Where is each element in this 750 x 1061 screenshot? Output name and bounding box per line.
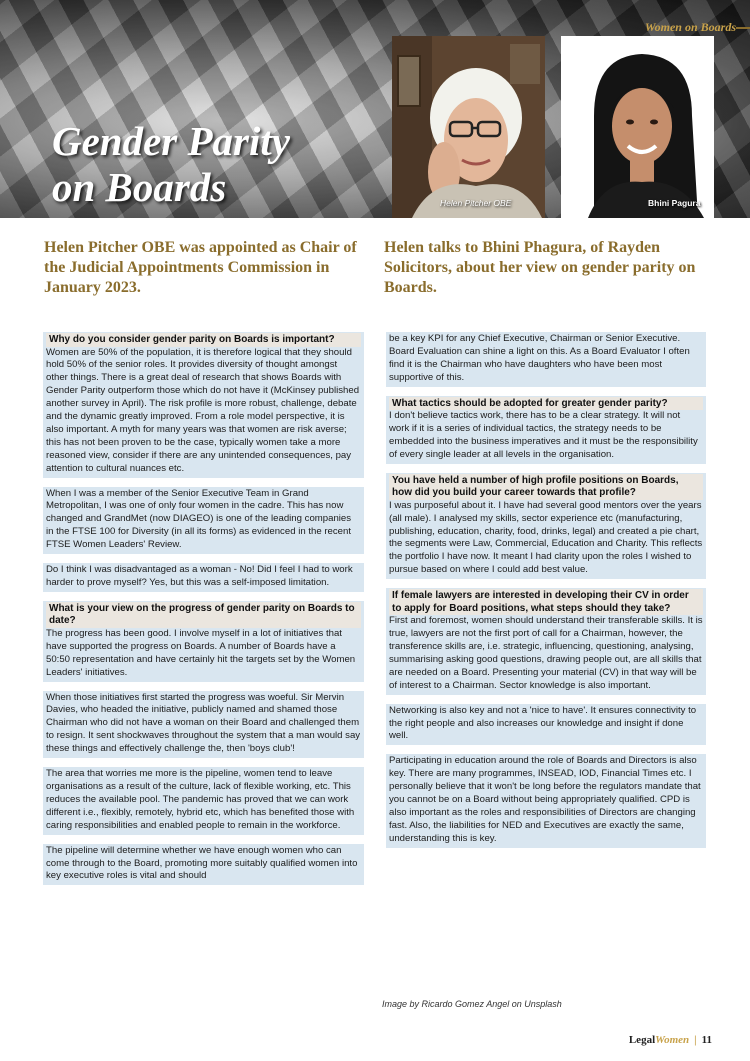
answer-block xyxy=(43,487,364,555)
header-banner xyxy=(0,0,750,218)
title-line-1: Gender Parity xyxy=(52,118,290,164)
answer-paragraph: Participating in education around the role of Boards and Directors is also key. There are many programmes, INSEAD, IOD, Financial Times etc. I personally believe that it won't be long before the regulators mandate that you cannot be on a Board without being appropriately qualified. CPD is also important as the roles and responsibilities of Directors are changing fast. Also, the liabilities for NED and Executives are exactly the same, understanding this is key. xyxy=(389,755,701,844)
question-heading: You have held a number of high profile positions on Boards, how did you build your career towards that profile? xyxy=(389,474,703,500)
intro-right: Helen talks to Bhini Phagura, of Rayden Solicitors, about her view on gender parity on Boards. xyxy=(384,239,696,296)
question-heading: What tactics should be adopted for greater gender parity? xyxy=(389,397,703,411)
image-credit: Image by Ricardo Gomez Angel on Unsplash xyxy=(382,999,562,1009)
section-tag: Women on Boards xyxy=(644,20,736,34)
bhini-portrait-image xyxy=(564,36,714,218)
answer-block xyxy=(43,844,364,886)
section-tag-rule xyxy=(736,27,750,29)
answer-paragraph: First and foremost, women should understand their transferable skills. It is true, lawyers are not the first port of call for a Chairman, however, the transference skills are, i.e. strategic, influencing, questioning, analysing, summarising asking good questions, drawing people out, are all skills that are needed on a Board. Presenting your material (CV) in that way will be of interest to a Chairman. Sector knowledge is also important. xyxy=(389,615,703,691)
article-title xyxy=(52,118,290,210)
brand-legal: Legal xyxy=(628,1034,656,1046)
answer-block xyxy=(386,704,706,746)
answer-block xyxy=(43,563,364,592)
question-heading: What is your view on the progress of gender parity on Boards to date? xyxy=(46,602,361,628)
photo-helen-pitcher xyxy=(392,36,545,218)
answer-block xyxy=(43,691,364,759)
answer-paragraph: be a key KPI for any Chief Executive, Chairman or Senior Executive. Board Evaluation can shine a light on this. As a Board Evaluator I often find it is the Chairman who have daughters who have been most supportive of this. xyxy=(389,333,690,383)
page-footer xyxy=(629,1034,712,1046)
question-heading: Why do you consider gender parity on Boards is important? xyxy=(46,333,361,347)
helen-portrait-image xyxy=(392,36,545,218)
brand-women: Women xyxy=(655,1034,690,1046)
bhini-photo-caption: Bhini Pagura xyxy=(648,198,701,208)
answer-paragraph: Networking is also key and not a 'nice to have'. It ensures connectivity to the right people and also increases our knowledge and insight if done well. xyxy=(389,704,697,742)
right-column xyxy=(386,332,706,857)
answer-paragraph: I don't believe tactics work, there has to be a clear strategy. It will not work if it is a series of individual tactics, the strategy needs to be embedded into the business imperatives and it must be the responsibility of every single leader at all levels in the organisation. xyxy=(389,410,698,460)
answer-block-continued xyxy=(386,332,706,387)
qa-block-cv xyxy=(386,588,706,694)
answer-paragraph: Do I think I was disadvantaged as a woman - No! Did I feel I had to work harder to prove myself? Yes, but this was a self-imposed limitation. xyxy=(46,564,353,588)
question-heading: If female lawyers are interested in developing their CV in order to apply for Board positions, what steps should they take? xyxy=(389,589,703,615)
page-number: 11 xyxy=(701,1034,712,1046)
left-column xyxy=(43,332,364,894)
answer-paragraph: When I was a member of the Senior Executive Team in Grand Metropolitan, I was one of only four women in the cadre. This has now changed and GrandMet (now DIAGEO) is one of the leading companies in the FTSE 100 for Diversity (in all its forms) as evidenced in the recent FTSE Women Leaders' Review. xyxy=(46,487,352,551)
answer-paragraph: I was purposeful about it. I have had several good mentors over the years (all male). I analysed my skills, sector experience etc (manufacturing, publishing, education, charity, food, drinks, legal) and created a pie chart, the segments were Law, Commercial, Education and Charity. This reflects the portfolio I have now. It meant I had clarity upon the roles I wished to pursue based on where I could add best value. xyxy=(389,499,703,576)
answer-block xyxy=(386,754,706,847)
footer-separator: | xyxy=(694,1034,697,1046)
answer-paragraph: The area that worries me more is the pipeline, women tend to leave organisations as a result of the culture, lack of flexible working, etc. This reduces the available pool. The pandemic has proved that we can work different i.e., flexibly, remotely, hybrid etc, which has benefited those with caring responsibilities and enabled people to remain in the workforce. xyxy=(46,768,355,831)
answer-block xyxy=(43,767,364,835)
photo-bhini-pagura xyxy=(561,36,714,218)
qa-block-career xyxy=(386,473,706,579)
answer-paragraph: When those initiatives first started the progress was woeful. Sir Mervin Davies, who headed the initiative, publicly named and shamed those Chairman who did not have a woman on their Board and challenged them to resign. It sent shockwaves throughout the system that a man would say these things and effectively challenge the, then 'boys club'! xyxy=(46,691,361,755)
answer-paragraph: The progress has been good. I involve myself in a lot of initiatives that have supported the progress on Boards. A number of Boards have a 50:50 representation and have certainly hit the targets set by the Women Leaders' initiatives. xyxy=(46,627,356,678)
title-line-2: on Boards xyxy=(52,164,227,210)
intro-left: Helen Pitcher OBE was appointed as Chair of the Judicial Appointments Commission in January 2023. xyxy=(44,239,357,296)
answer-paragraph: Women are 50% of the population, it is therefore logical that they should hold 50% of the senior roles. It provides diversity of thought amongst other things. There is a great deal of research that shows Boards with Gender Parity outperform those which do not have it (McKinsey published another survey in April). The risk profile is more robust, challenge, debate and the dynamic greatly improved. From a role model perspective, it is also important. A myth for many years was that women are risk averse; this has not been proven to be the case, typically women take a more reasoned view, consider if there are any unintended consequences, pay attention to cultural nuances etc. xyxy=(46,346,360,474)
qa-block-tactics xyxy=(386,396,706,464)
qa-block-progress xyxy=(43,601,364,682)
answer-paragraph: The pipeline will determine whether we have enough women who can come through to the Board, promoting more suitably qualified women into key executive roles is vital and should xyxy=(46,844,358,882)
qa-block-importance xyxy=(43,332,364,478)
helen-photo-caption: Helen Pitcher OBE xyxy=(440,198,512,208)
